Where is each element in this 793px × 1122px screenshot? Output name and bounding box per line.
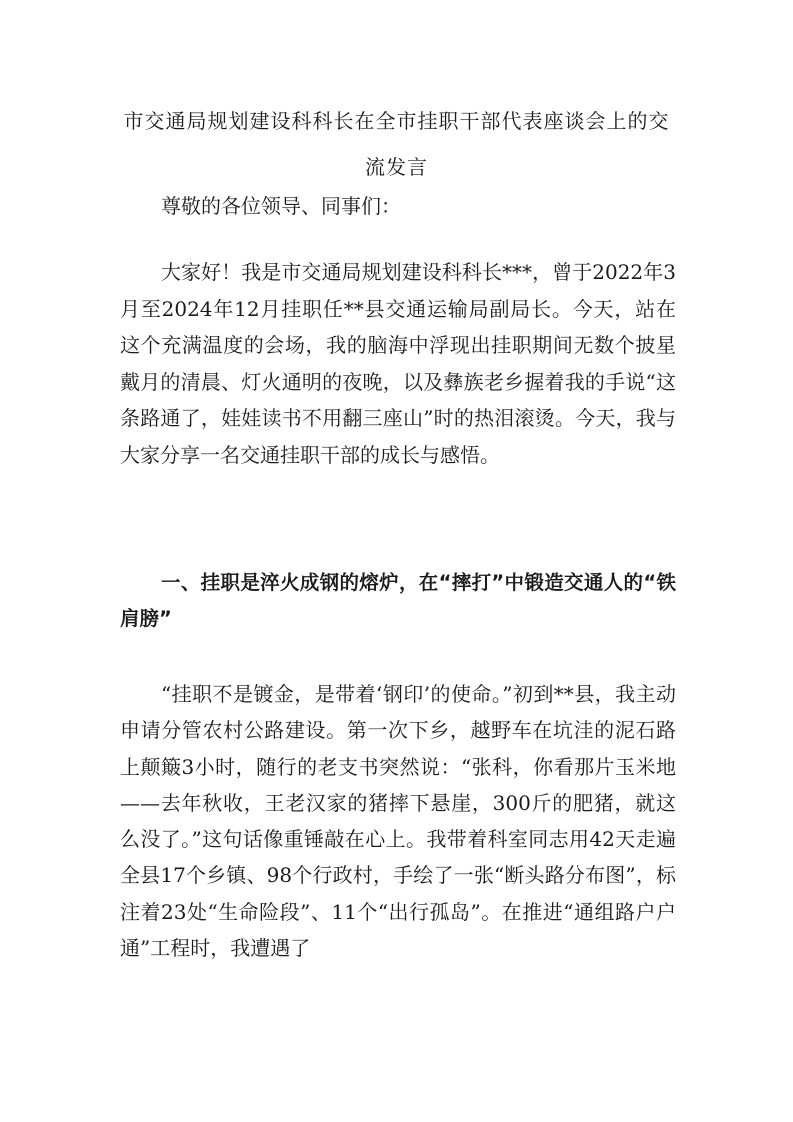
section-heading-1: 一、挂职是淬火成钢的熔炉，在“摔打”中锻造交通人的“铁肩膀” <box>120 571 676 630</box>
salutation: 尊敬的各位领导、同事们： <box>161 194 401 218</box>
document-title: 市交通局规划建设科科长在全市挂职干部代表座谈会上的交流发言 <box>123 109 670 179</box>
paragraph-section-1: “挂职不是镀金，是带着‘钢印’的使命。”初到**县，我主动申请分管农村公路建设。第一次下乡，越野车在坑洼的泥石路上颠簸3小时，随行的老支书突然说：“张科，你看那片玉米地——去年秋收，王老汉家的猪摔下悬崖，300斤的肥猪，就这么没了。”这句话像重锤敲在心上。我带着科室同志用42天走遍全县17个乡镇、98个行政村，手绘了一张“断头路分布图”，标注着23处“生命险段”、11个“出行孤岛”。在推进“通组路户户通”工程时，我遭遇了 <box>120 682 676 961</box>
paragraph-introduction: 大家好！我是市交通局规划建设科科长***，曾于2022年3月至2024年12月挂职任**县交通运输局副局长。今天，站在这个充满温度的会场，我的脑海中浮现出挂职期间无数个披星戴月的清晨、灯火通明的夜晚，以及彝族老乡握着我的手说“这条路通了，娃娃读书不用翻三座山”时的热泪滚烫。今天，我与大家分享一名交通挂职干部的成长与感悟。 <box>120 260 676 467</box>
